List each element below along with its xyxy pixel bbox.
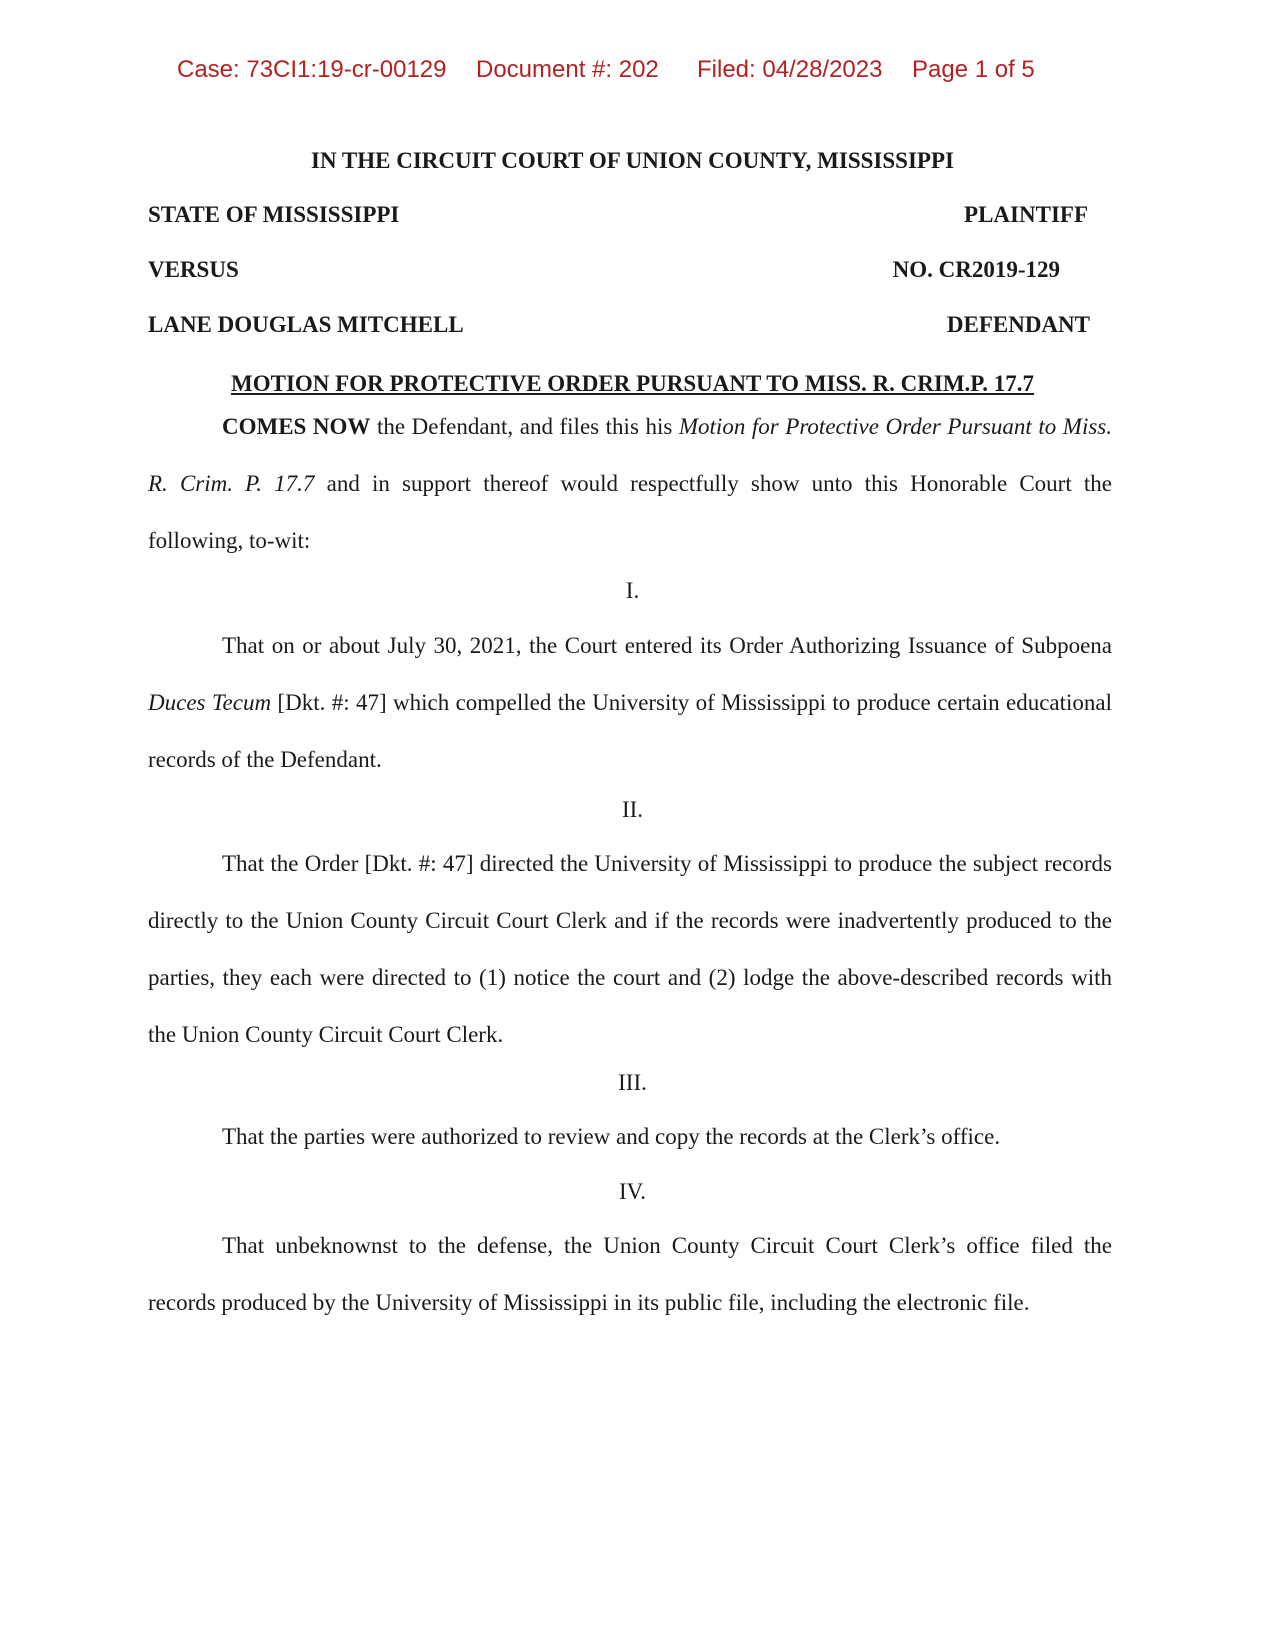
intro-bold: COMES NOW — [222, 414, 371, 439]
stamp-document: Document #: 202 — [476, 56, 659, 83]
defendant-name: LANE DOUGLAS MITCHELL — [148, 312, 464, 337]
caption-plaintiff-row — [148, 202, 1098, 232]
versus-label: VERSUS — [148, 257, 239, 282]
intro-paragraph — [148, 398, 1112, 569]
section-numeral-1: I. — [625, 578, 640, 603]
section-numeral-3: III. — [618, 1070, 647, 1095]
stamp-page: Page 1 of 5 — [912, 56, 1035, 83]
intro-text-2: and in support thereof would respectfully show unto this Honorable Court the following, to-wit: — [148, 471, 1112, 553]
court-title: IN THE CIRCUIT COURT OF UNION COUNTY, MISSISSIPPI — [311, 148, 954, 173]
caption-versus-row — [148, 257, 1098, 287]
filing-stamp — [0, 56, 1265, 88]
defendant-label: DEFENDANT — [946, 312, 1090, 337]
caption-defendant-row — [148, 312, 1098, 342]
section-1-italic: Duces Tecum — [148, 690, 272, 715]
section-1-text-after: [Dkt. #: 47] which compelled the University of Mississippi to produce certain educational records of the Defendant. — [148, 690, 1113, 772]
motion-title: MOTION FOR PROTECTIVE ORDER PURSUANT TO MISS. R. CRIM.P. 17.7 — [231, 371, 1034, 396]
stamp-filed: Filed: 04/28/2023 — [697, 56, 883, 83]
plaintiff-label: PLAINTIFF — [964, 202, 1088, 227]
intro-italic: Motion for Protective Order Pursuant to Miss. R. Crim. P. 17.7 — [148, 414, 1112, 496]
section-paragraph-3: That the parties were authorized to review and copy the records at the Clerk’s office. — [222, 1124, 1001, 1149]
intro-text-1: the Defendant, and files this his — [370, 414, 679, 439]
case-number: NO. CR2019-129 — [892, 257, 1060, 282]
plaintiff-name: STATE OF MISSISSIPPI — [148, 202, 400, 227]
section-paragraph-4: That unbeknownst to the defense, the Union County Circuit Court Clerk’s office filed the records produced by the University of Mississippi in its public file, including the electronic file. — [148, 1233, 1112, 1315]
section-numeral-4: IV. — [618, 1179, 647, 1204]
section-1-text-before: That on or about July 30, 2021, the Court entered its Order Authorizing Issuance of Subpoena — [222, 633, 1112, 658]
stamp-case: Case: 73CI1:19-cr-00129 — [177, 56, 447, 83]
section-numeral-2: II. — [621, 797, 644, 822]
section-paragraph-1 — [148, 617, 1112, 788]
section-paragraph-2: That the Order [Dkt. #: 47] directed the University of Mississippi to produce the subject records directly to the Union County Circuit Court Clerk and if the records were inadvertently produced to the parties, they each were directed to (1) notice the court and (2) lodge the above-described records with the Union County Circuit Court Clerk. — [148, 851, 1112, 1047]
